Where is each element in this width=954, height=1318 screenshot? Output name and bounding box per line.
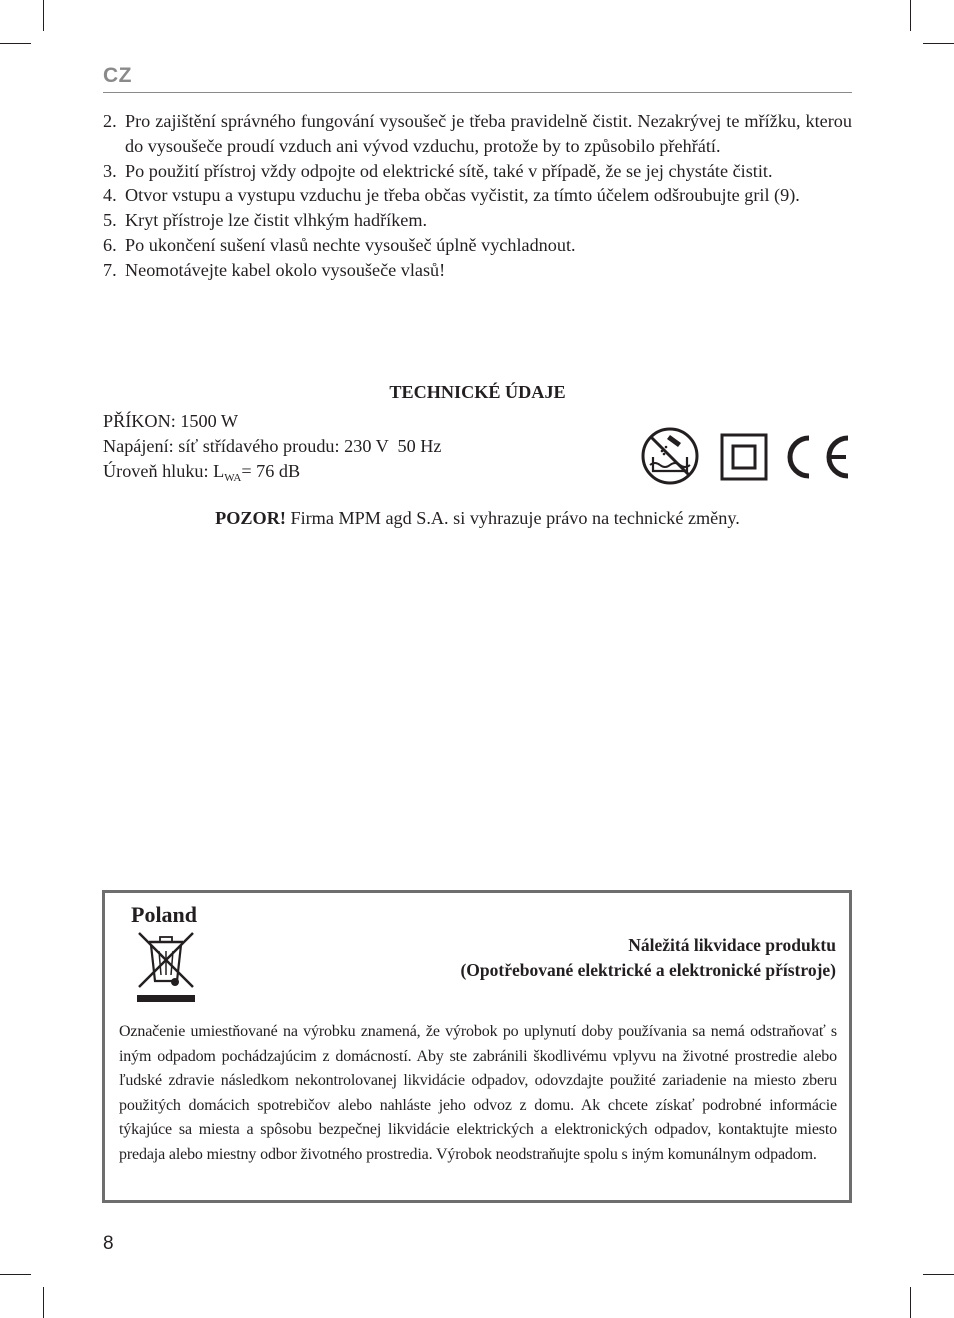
notice-text [103,506,852,531]
list-item [103,159,852,184]
list-item-text: Po ukončení sušení vlasů nechte vysoušeč úplně vychladnout. [125,234,576,255]
list-item-text: Po použití přístroj vždy odpojte od elektrické sítě, také v případě, že se jej chystáte čistit. [125,160,773,181]
crop-mark [43,1287,44,1318]
crop-mark [910,0,911,31]
disposal-title-line: Náležitá likvidace produktu [628,935,836,955]
crop-mark [923,43,954,44]
list-item [103,258,852,283]
list-item-number: 2. [103,111,117,131]
list-item-text: Pro zajištění správného fungování vysoušeč je třeba pravidelně čistit. Nezakrývej te mřížku, kterou do vysoušeče proudí vzduch ani vývod vzduchu, protože by to způsobilo přehřátí. [125,111,852,156]
list-item-text: Otvor vstupu a vystupu vzduchu je třeba občas vyčistit, za tímto účelem odšroubujte gril (9). [125,185,800,206]
class-ii-double-square-icon [722,435,766,479]
header-rule [103,92,852,93]
list-item [103,208,852,233]
spec-power: PŘÍKON: 1500 W [103,411,239,431]
crop-mark [43,0,44,31]
crop-mark [910,1287,911,1318]
notice-body: Firma MPM agd S.A. si vyhrazuje právo na technické změny. [285,508,740,528]
disposal-text: Označenie umiestňované na výrobku znamená, že výrobok po uplynutí doby používania sa nemá odstraňovať s iným odpadom pochádzajúcim z domácností. Aby ste zabránili škodlivému vplyvu na životné prostredie alebo ľudské zdravie následkom nekontrolovanej likvidácie odpadov, odovzdajte použité zariadenie na miesto zberu použitých domácich spotrebičov alebo nahláste jeho odvoz z domu. Ak chcete získať podrobné informácie týkajúce sa miesta a spôsobu bezpečnej likvidácie elektrických a elektronických odpadov, kontaktujte miesto predaja alebo miestny odbor životného prostredia. Výrobok neodstraňujte spolu s iným komunálnym odpadom. [119,1023,837,1163]
disposal-title-line: (Opotřebované elektrické a elektronické přístroje) [460,959,836,980]
certification-symbols [640,427,852,487]
crop-mark [0,1274,31,1275]
ce-mark-icon [790,438,848,476]
list-item-number: 5. [103,210,117,231]
list-item-number: 4. [103,185,117,206]
list-item-text: Neomotávejte kabel okolo vysoušeče vlasů! [125,259,446,280]
notice-label: POZOR! [215,508,286,528]
disposal-box [102,890,852,1203]
tech-specs-heading: TECHNICKÉ ÚDAJE [389,382,566,402]
crop-mark [923,1274,954,1275]
crop-mark [0,43,31,44]
list-item [103,183,852,208]
no-water-bath-icon [643,429,697,483]
country-label: Poland [131,902,198,927]
list-item-number: 3. [103,160,117,181]
spec-noise-prefix: Úroveň hluku: L [103,461,225,481]
list-item-number: 6. [103,234,117,255]
spec-noise-value: = 76 dB [241,461,301,481]
language-label: CZ [103,64,132,87]
crossed-out-wheelie-bin-icon [135,929,197,1003]
spec-supply: Napájení: síť střídavého proudu: 230 V 50 Hz [103,436,442,456]
list-item [103,233,852,258]
maintenance-list [103,109,852,283]
list-item-number: 7. [103,259,117,280]
disposal-title [276,933,836,982]
spec-noise [103,459,300,491]
list-item [103,109,852,159]
spec-noise-subscript: WA [224,472,242,484]
page-number: 8 [103,1233,114,1254]
list-item-text: Kryt přístroje lze čistit vlhkým hadříkem. [125,210,428,231]
